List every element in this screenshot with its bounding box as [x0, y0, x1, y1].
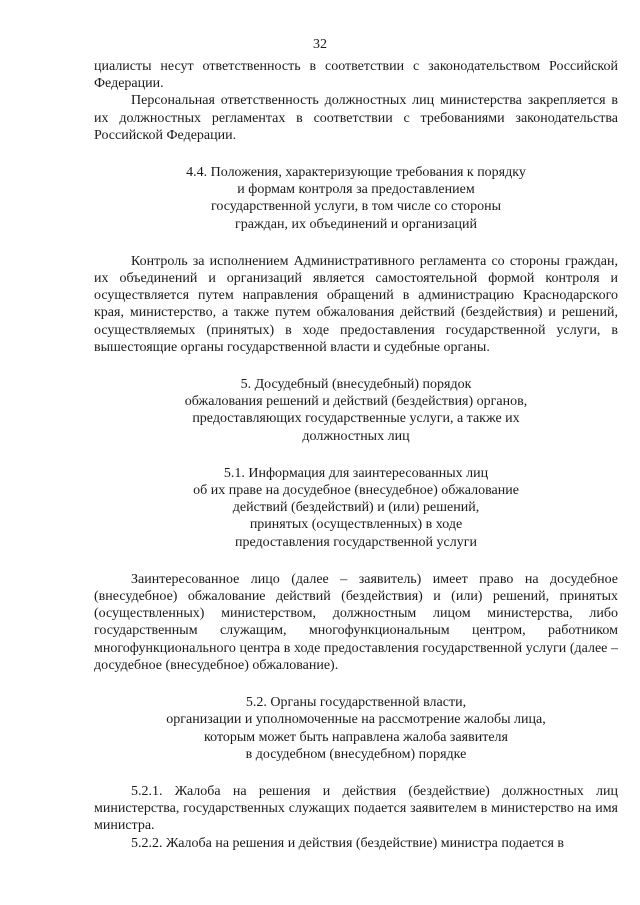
- section-heading-5-1: [94, 465, 618, 551]
- paragraph-5-2-1: 5.2.1. Жалоба на решения и действия (бездействие) должностных лиц министерства, государственных служащих подается заявителем в министерство на имя министра.: [94, 783, 618, 834]
- heading-line: действий (бездействий) и (или) решений,: [232, 500, 480, 516]
- heading-line: граждан, их объединений и организаций: [235, 216, 477, 232]
- paragraph-appeal-right: Заинтересованное лицо (далее – заявитель) имеет право на досудебное (внесудебное) обжалование действий (бездействия) и (или) решений, принятых (осуществленных) министерством, должностным лицом министерства, либо государственным служащим, многофункциональным центром, работником многофункционального центра в ходе предоставления государственной услуги (далее – досудебное (внесудебное) обжалование).: [94, 571, 618, 673]
- paragraph-specialists-responsibility: циалисты несут ответственность в соответствии с законодательством Российской Федерации.: [94, 59, 618, 92]
- heading-line: предоставляющих государственные услуги, а также их: [192, 411, 520, 427]
- heading-line: принятых (осуществленных) в ходе: [249, 517, 463, 533]
- section-heading-5-2: [94, 694, 618, 763]
- heading-line: 5. Досудебный (внесудебный) порядок: [240, 377, 472, 393]
- heading-line: предоставления государственной услуги: [235, 534, 477, 550]
- heading-line: которым может быть направлена жалоба заявителя: [204, 729, 508, 745]
- heading-line: об их праве на досудебное (внесудебное) обжалование: [193, 483, 519, 499]
- heading-line: 4.4. Положения, характеризующие требования к порядку: [186, 165, 526, 181]
- heading-line: государственной услуги, в том числе со стороны: [210, 199, 502, 215]
- heading-line: и формам контроля за предоставлением: [237, 182, 475, 198]
- heading-line: 5.1. Информация для заинтересованных лиц: [223, 465, 489, 481]
- heading-line: обжалования решений и действий (бездействия) органов,: [184, 394, 528, 410]
- paragraph-5-2-2: 5.2.2. Жалоба на решения и действия (бездействие) министра подается в: [131, 835, 565, 851]
- page-number: 32: [313, 37, 327, 52]
- heading-line: 5.2. Органы государственной власти,: [245, 695, 467, 711]
- heading-line: организации и уполномоченные на рассмотрение жалобы лица,: [166, 712, 546, 728]
- section-heading-5: [94, 376, 618, 445]
- heading-line: в досудебном (внесудебном) порядке: [245, 746, 467, 762]
- heading-line: должностных лиц: [302, 428, 410, 444]
- document-body: [94, 58, 618, 852]
- paragraph-personal-responsibility: Персональная ответственность должностных лиц министерства закрепляется в их должностных регламентах в соответствии с требованиями законодательства Российской Федерации.: [94, 93, 618, 143]
- paragraph-citizen-control: Контроль за исполнением Административного регламента со стороны граждан, их объединений и организаций является самостоятельной формой контроля и осуществляется путем направления обращений в администрацию Краснодарского края, министерство, а также путем обжалования действий (бездействия) и решений, осуществляемых (принятых) в ходе предоставления государственной услуги, в вышестоящие органы государственной власти и судебные органы.: [94, 253, 618, 355]
- section-heading-4-4: [94, 164, 618, 233]
